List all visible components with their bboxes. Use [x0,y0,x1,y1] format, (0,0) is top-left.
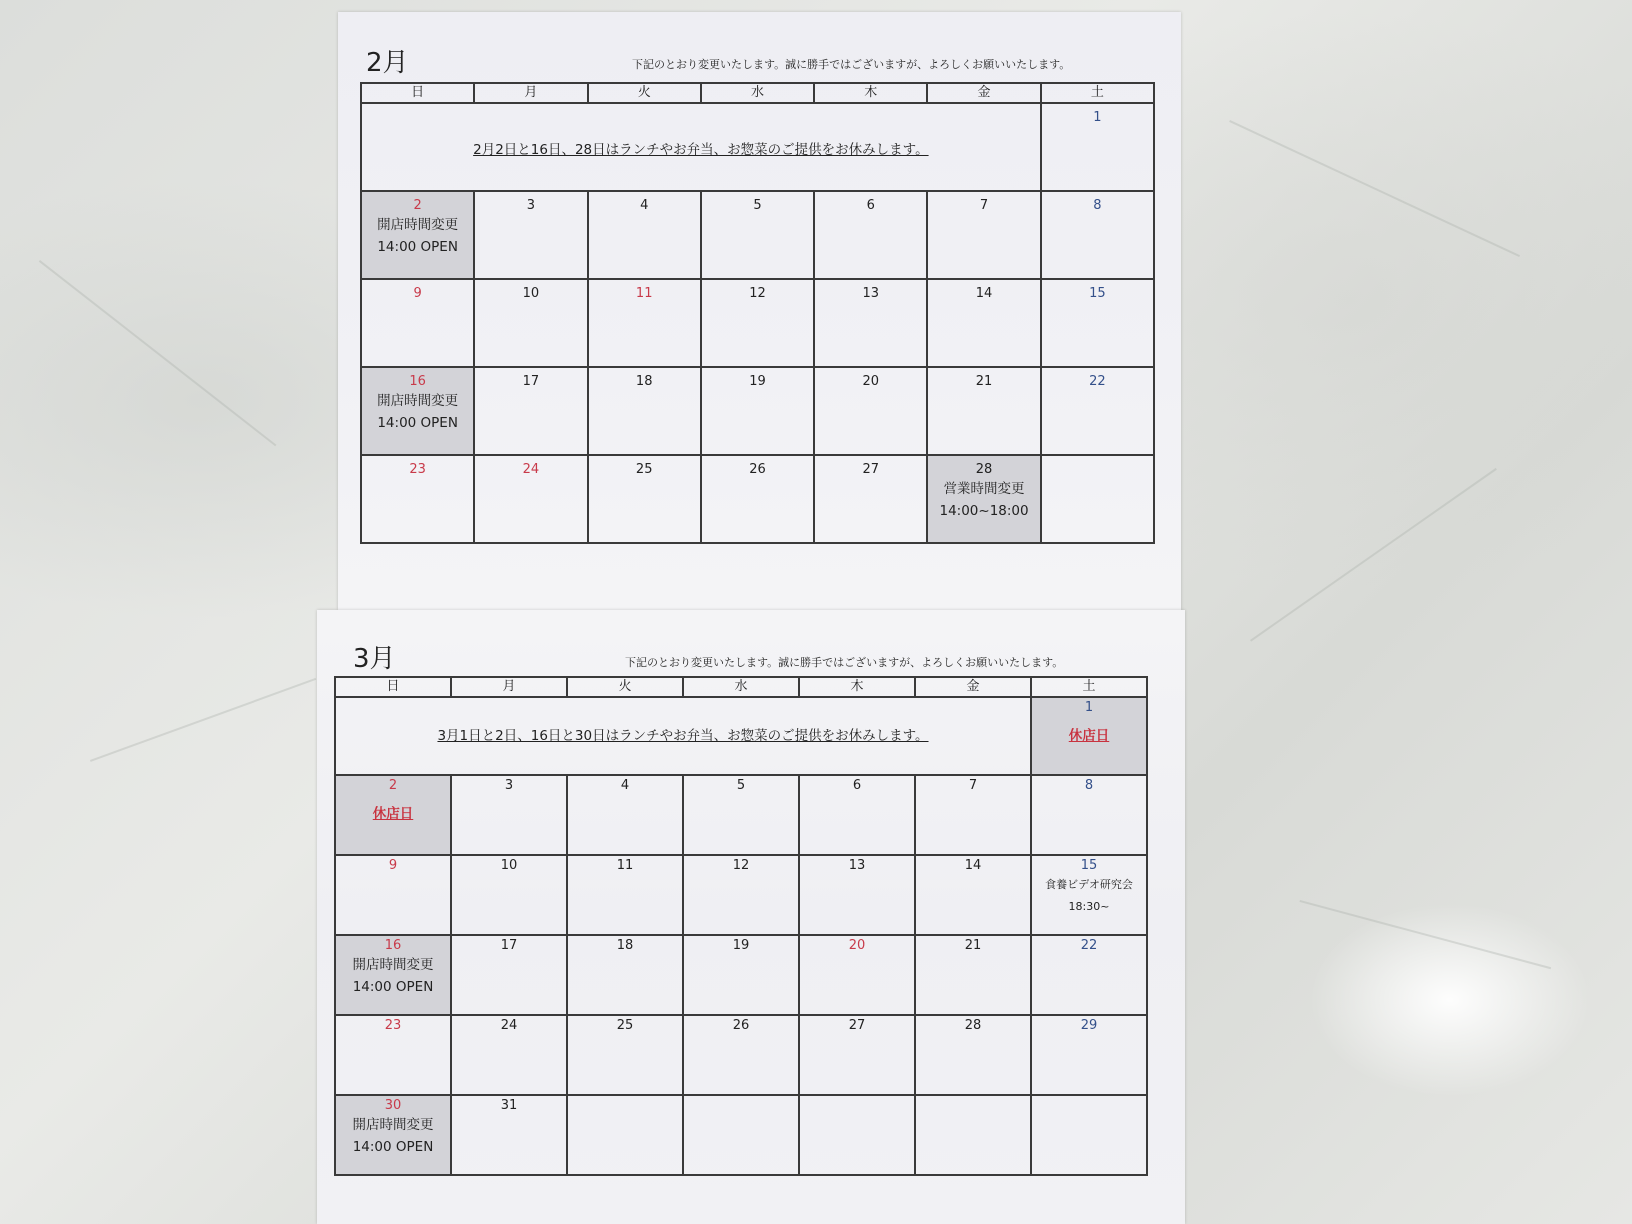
marble-vein [1299,900,1551,969]
day-number: 4 [620,778,630,793]
calendar-week-row [361,367,1154,455]
day-cell [1031,935,1147,1015]
day-number: 16 [384,938,402,953]
opening-change-label: 開店時間変更 [377,217,459,233]
day-number: 26 [732,1018,750,1033]
day-number: 24 [522,462,540,477]
day-cell [451,1095,567,1175]
day-number: 2 [388,778,398,793]
calendar-week-row [361,191,1154,279]
day-cell [701,367,814,455]
weekday-sun: 日 [335,677,451,697]
calendar-week-row [335,935,1147,1015]
closure-banner: 3月1日と2日、16日と30日はランチやお弁当、お惣菜のご提供をお休みします。 [437,728,929,744]
day-cell-special [335,1095,451,1175]
weekday-header-row [335,677,1147,697]
day-number: 15 [1080,858,1098,873]
day-number: 31 [500,1098,518,1113]
day-cell [1041,455,1154,543]
opening-change-time: 14:00 OPEN [377,415,458,431]
day-cell [567,935,683,1015]
weekday-wed: 水 [701,83,814,103]
marble-vein [1229,120,1520,257]
day-cell [683,775,799,855]
closed-day-label: 休店日 [372,806,414,822]
weekday-tue: 火 [567,677,683,697]
day-number: 7 [979,198,989,213]
day-number: 23 [384,1018,402,1033]
day-number: 11 [635,286,653,301]
day-number: 22 [1080,938,1098,953]
day-cell [683,1095,799,1175]
day-number: 25 [635,462,653,477]
day-cell [799,935,915,1015]
day-cell [1041,367,1154,455]
day-number: 28 [975,462,993,477]
day-cell [1031,1015,1147,1095]
day-number: 9 [413,286,422,301]
day-number: 14 [975,286,993,301]
calendar-week-row [361,279,1154,367]
day-number: 18 [616,938,634,953]
weekday-thu: 木 [799,677,915,697]
calendar-week-row [335,697,1147,775]
day-cell [335,1015,451,1095]
day-number: 4 [640,198,649,213]
calendar-week-row [361,103,1154,191]
day-cell [588,191,701,279]
day-cell [567,1015,683,1095]
day-number: 3 [504,778,514,793]
banner-cell [335,697,1031,775]
day-number: 24 [500,1018,518,1033]
event-time: 18:30~ [1068,900,1110,913]
day-number: 12 [732,858,750,873]
day-number: 25 [616,1018,634,1033]
day-cell [451,855,567,935]
day-number: 9 [388,858,398,873]
day-number: 13 [848,858,866,873]
day-number: 15 [1089,286,1106,301]
day-number: 6 [866,198,875,213]
day-cell [1031,775,1147,855]
day-number: 27 [848,1018,866,1033]
day-cell [915,1095,1031,1175]
day-cell-special [335,935,451,1015]
weekday-tue: 火 [588,83,701,103]
day-number: 13 [862,286,880,301]
day-cell [915,855,1031,935]
february-calendar-grid [360,82,1155,544]
day-number: 19 [749,374,766,389]
day-number: 16 [409,374,426,389]
weekday-header-row [361,83,1154,103]
event-label: 食養ビデオ研究会 [1045,878,1133,891]
marble-vein [1250,468,1497,642]
march-calendar-sheet [317,610,1185,1224]
day-number: 2 [413,198,422,213]
day-cell [1041,191,1154,279]
day-number: 5 [753,198,762,213]
march-calendar-grid [334,676,1148,1176]
february-calendar-sheet [338,12,1181,610]
day-number: 21 [964,938,982,953]
weekday-mon: 月 [451,677,567,697]
month-title-february: 2月 [366,48,409,78]
day-cell-special [361,367,474,455]
day-number: 19 [732,938,750,953]
day-cell [799,1095,915,1175]
day-cell [1031,1095,1147,1175]
day-number: 17 [522,374,540,389]
day-number: 7 [968,778,978,793]
opening-change-time: 14:00 OPEN [377,239,458,255]
day-cell [588,279,701,367]
day-number: 8 [1093,198,1102,213]
weekday-sat: 土 [1041,83,1154,103]
day-cell-special [927,455,1040,543]
marble-vein [39,260,277,446]
hours-change-time: 14:00~18:00 [939,503,1029,519]
day-number: 26 [749,462,766,477]
day-cell [451,1015,567,1095]
closure-banner: 2月2日と16日、28日はランチやお弁当、お惣菜のご提供をお休みします。 [473,142,929,158]
closed-day-label: 休店日 [1068,728,1110,744]
day-number: 18 [635,374,653,389]
day-cell [683,935,799,1015]
opening-change-time: 14:00 OPEN [352,1139,434,1155]
opening-change-time: 14:00 OPEN [352,979,434,995]
banner-cell [361,103,1041,191]
day-number: 8 [1084,778,1094,793]
day-number: 11 [616,858,634,873]
opening-change-label: 開店時間変更 [352,1117,434,1133]
day-cell [814,191,927,279]
calendar-week-row [361,455,1154,543]
day-cell [814,455,927,543]
day-cell [474,367,587,455]
day-cell [927,367,1040,455]
day-cell [567,775,683,855]
day-cell [701,191,814,279]
day-number: 29 [1080,1018,1098,1033]
month-title-march: 3月 [353,644,396,674]
day-cell [927,279,1040,367]
day-cell [799,775,915,855]
day-cell [915,775,1031,855]
day-cell [361,279,474,367]
day-number: 27 [862,462,880,477]
day-cell [588,367,701,455]
notice-text: 下記のとおり変更いたします。誠に勝手ではございますが、よろしくお願いいたします。 [632,58,1071,71]
day-number: 12 [749,286,766,301]
day-number: 17 [500,938,518,953]
day-cell [915,935,1031,1015]
day-cell [451,775,567,855]
day-number: 20 [862,374,880,389]
day-cell [799,855,915,935]
weekday-thu: 木 [814,83,927,103]
day-cell [474,191,587,279]
day-cell [927,191,1040,279]
day-number: 10 [522,286,540,301]
day-cell [1041,279,1154,367]
day-number: 1 [1093,110,1102,125]
opening-change-label: 開店時間変更 [352,957,434,973]
weekday-sat: 土 [1031,677,1147,697]
day-cell [683,1015,799,1095]
day-number: 21 [975,374,993,389]
day-cell [567,855,683,935]
calendar-week-row [335,1015,1147,1095]
day-number: 20 [848,938,866,953]
day-cell [335,855,451,935]
calendar-week-row [335,775,1147,855]
day-number: 22 [1089,374,1106,389]
day-cell [701,279,814,367]
notice-text: 下記のとおり変更いたします。誠に勝手ではございますが、よろしくお願いいたします。 [625,656,1064,669]
day-cell-special [361,191,474,279]
day-number: 30 [384,1098,402,1113]
weekday-mon: 月 [474,83,587,103]
day-cell [451,935,567,1015]
day-cell [915,1015,1031,1095]
day-cell [814,367,927,455]
day-cell [683,855,799,935]
opening-change-label: 開店時間変更 [377,393,459,409]
day-cell [701,455,814,543]
day-cell [474,455,587,543]
day-number: 1 [1084,700,1094,715]
day-cell [799,1015,915,1095]
weekday-sun: 日 [361,83,474,103]
day-number: 5 [736,778,746,793]
day-cell-event [1031,855,1147,935]
day-number: 14 [964,858,982,873]
day-cell [814,279,927,367]
day-number: 10 [500,858,518,873]
day-number: 3 [526,198,536,213]
day-cell-closed [335,775,451,855]
calendar-week-row [335,855,1147,935]
day-cell-closed [1031,697,1147,775]
day-number: 28 [964,1018,982,1033]
day-cell [361,455,474,543]
day-number: 23 [409,462,426,477]
marble-vein [90,678,316,762]
weekday-wed: 水 [683,677,799,697]
weekday-fri: 金 [927,83,1040,103]
calendar-week-row [335,1095,1147,1175]
day-number: 6 [852,778,862,793]
day-cell [567,1095,683,1175]
day-cell [1041,103,1154,191]
hours-change-label: 営業時間変更 [943,481,1025,497]
day-cell [588,455,701,543]
day-cell [474,279,587,367]
weekday-fri: 金 [915,677,1031,697]
